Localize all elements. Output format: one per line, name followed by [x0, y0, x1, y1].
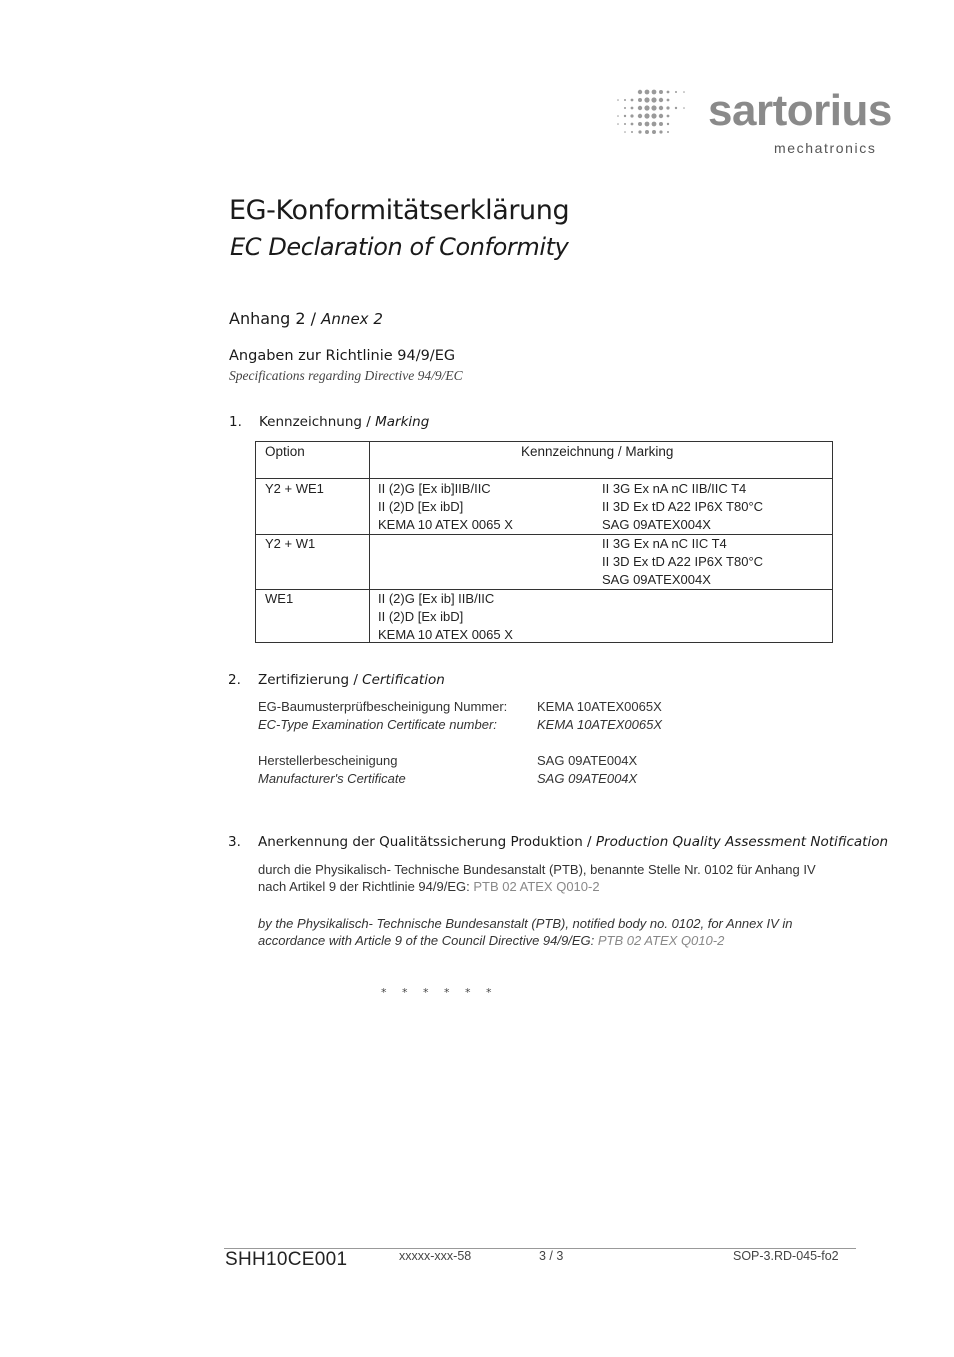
section3-title-en: Production Quality Assessment Notification [595, 834, 889, 850]
para-de-line1: durch die Physikalisch- Technische Bundesanstalt (PTB), benannte Stelle Nr. 0102 für Anhang IV [258, 862, 816, 877]
cert-value-de: KEMA 10ATEX0065X [537, 699, 662, 714]
cert-label-en: Manufacturer's Certificate [258, 771, 406, 786]
table-cell: II (2)G [Ex ib]IIB/IIC [378, 481, 491, 496]
table-cell-option: Y2 + WE1 [265, 481, 324, 496]
para-de-line2 [258, 879, 600, 894]
para-en-line2 [258, 933, 724, 948]
section2-title-en: Certification [362, 672, 445, 688]
table-cell: II 3D Ex tD A22 IP6X T80°C [602, 554, 764, 569]
cert-label-de: EG-Baumusterprüfbescheinigung Nummer: [258, 699, 508, 714]
title-german: EG-Konformitätserklärung [229, 195, 570, 226]
cert-label-en: EC-Type Examination Certificate number: [258, 717, 497, 732]
footer-sop: SOP-3.RD-045-fo2 [733, 1249, 839, 1263]
logo-wordmark: sartorius [708, 86, 892, 135]
table-cell: SAG 09ATEX004X [602, 517, 711, 532]
logo-dots-icon [612, 88, 692, 144]
para-de-ref: PTB 02 ATEX Q010-2 [473, 879, 600, 894]
section1-title [259, 414, 429, 430]
marking-table [255, 441, 833, 643]
table-divider [369, 442, 370, 642]
table-cell: II (2)G [Ex ib] IIB/IIC [378, 591, 495, 606]
para-en-line1: by the Physikalisch- Technische Bundesanstalt (PTB), notified body no. 0102, for Annex IV in [258, 916, 793, 931]
cert-value-en: KEMA 10ATEX0065X [537, 717, 663, 732]
table-row-divider [256, 478, 832, 479]
cert-value-de: SAG 09ATE004X [537, 753, 638, 768]
para-en-ref: PTB 02 ATEX Q010-2 [597, 933, 725, 948]
table-header-option: Option [265, 444, 305, 459]
section3-number: 3. [228, 834, 241, 850]
footer-ref: xxxxx-xxx-58 [399, 1249, 472, 1263]
spec-heading-de: Angaben zur Richtlinie 94/9/EG [229, 348, 456, 364]
table-cell: II (2)D [Ex ibD] [378, 499, 464, 514]
table-cell: KEMA 10 ATEX 0065 X [378, 627, 513, 642]
annex-en: Annex 2 [321, 310, 383, 328]
table-cell: II 3G Ex nA nC IIB/IIC T4 [602, 481, 747, 496]
footer-doc-code: SHH10CE001 [225, 1249, 348, 1270]
section3-title [258, 834, 888, 850]
para-en-text: accordance with Article 9 of the Council Directive 94/9/EG: [258, 933, 595, 948]
annex-heading [229, 309, 383, 328]
table-cell: SAG 09ATEX004X [602, 572, 711, 587]
cert-label-de: Herstellerbescheinigung [258, 753, 398, 768]
section3-title-de: Anerkennung der Qualitätssicherung Produktion / [258, 834, 592, 850]
table-header-marking: Kennzeichnung / Marking [521, 444, 674, 459]
section2-title [258, 672, 445, 688]
table-row-divider [256, 589, 832, 590]
para-de-text: nach Artikel 9 der Richtlinie 94/9/EG: [258, 879, 470, 894]
table-cell: KEMA 10 ATEX 0065 X [378, 517, 513, 532]
table-cell: II 3G Ex nA nC IIC T4 [602, 536, 727, 551]
section1-title-de: Kennzeichnung / [259, 414, 371, 430]
annex-de: Anhang 2 / [229, 309, 317, 328]
section2-title-de: Zertifizierung / [258, 672, 358, 688]
title-english: EC Declaration of Conformity [230, 233, 569, 261]
table-cell: II (2)D [Ex ibD] [378, 609, 464, 624]
footer-page: 3 / 3 [539, 1249, 564, 1263]
table-row-divider [256, 534, 832, 535]
end-marker-stars: * * * * * * [381, 986, 498, 999]
section2-number: 2. [228, 672, 241, 688]
section1-title-en: Marking [375, 414, 430, 430]
cert-value-en: SAG 09ATE004X [537, 771, 638, 786]
section1-number: 1. [229, 414, 242, 430]
table-cell: II 3D Ex tD A22 IP6X T80°C [602, 499, 764, 514]
table-cell-option: Y2 + W1 [265, 536, 316, 551]
spec-heading-en: Specifications regarding Directive 94/9/EC [229, 368, 463, 383]
logo-subtitle: mechatronics [774, 140, 877, 156]
table-cell-option: WE1 [265, 591, 294, 606]
